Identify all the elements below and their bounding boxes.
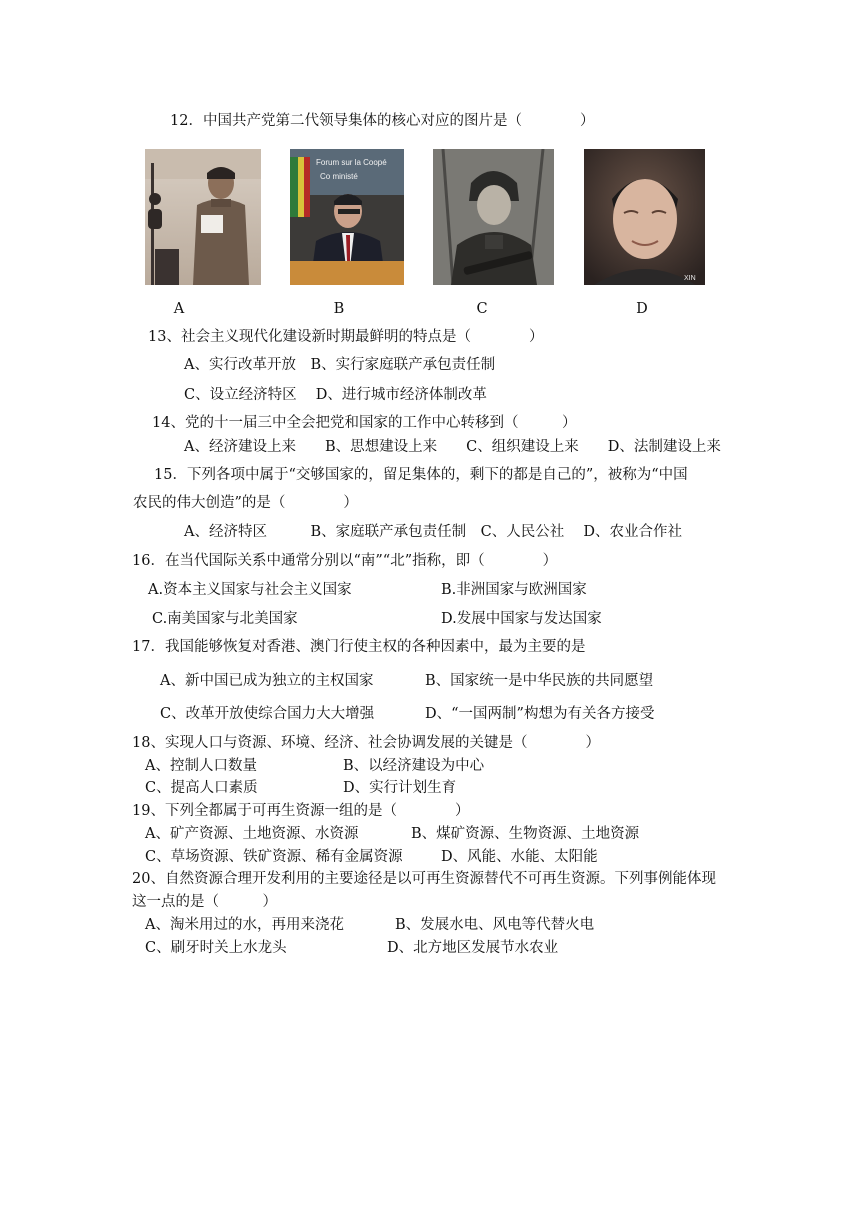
q14-stem: 14、党的十一届三中全会把党和国家的工作中心转移到（ ） [152, 415, 577, 431]
q15-stem-line1: 15．下列各项中属于“交够国家的，留足集体的，剩下的都是自己的”，被称为“中国 [154, 467, 688, 483]
q14-options: A、经济建设上来 B、思想建设上来 C、组织建设上来 D、法制建设上来 [184, 439, 721, 455]
q18-option-a: A、控制人口数量 [145, 758, 257, 774]
q19-option-d: D、风能、水能、太阳能 [441, 849, 598, 865]
q17-option-b: B、国家统一是中华民族的共同愿望 [425, 673, 654, 689]
q13-options-line2: C、设立经济特区 D、进行城市经济体制改革 [184, 387, 487, 403]
photo-b-image [290, 149, 404, 285]
q20-stem-line2: 这一点的是（ ） [132, 894, 277, 910]
q16-option-c: C.南美国家与北美国家 [152, 611, 298, 627]
q18-option-c: C、提高人口素质 [145, 780, 258, 796]
q20-stem-line1: 20、自然资源合理开发利用的主要途径是以可再生资源替代不可再生资源。下列事例能体现 [132, 871, 716, 887]
q19-option-a: A、矿产资源、土地资源、水资源 [145, 826, 359, 842]
q19-option-b: B、煤矿资源、生物资源、土地资源 [411, 826, 640, 842]
photo-b [290, 149, 404, 285]
q15-stem-line2: 农民的伟大创造”的是（ ） [133, 495, 358, 511]
q17-option-a: A、新中国已成为独立的主权国家 [160, 673, 374, 689]
photo-d [584, 149, 705, 285]
q12-stem: 12．中国共产党第二代领导集体的核心对应的图片是（ ） [170, 113, 595, 129]
q13-options-line1: A、实行改革开放 B、实行家庭联产承包责任制 [184, 357, 496, 373]
photo-b-banner-line2: Co ministé [320, 172, 358, 181]
q16-option-a: A.资本主义国家与社会主义国家 [148, 582, 352, 598]
q16-option-b: B.非洲国家与欧洲国家 [441, 582, 587, 598]
q18-option-d: D、实行计划生育 [343, 780, 457, 796]
q20-option-c: C、刷牙时关上水龙头 [145, 940, 287, 956]
q20-option-a: A、淘米用过的水，再用来浇花 [145, 917, 344, 933]
q17-option-d: D、“一国两制”构想为有关各方接受 [425, 706, 655, 722]
q20-option-b: B、发展水电、风电等代替火电 [395, 917, 595, 933]
q17-option-c: C、改革开放使综合国力大大增强 [160, 706, 375, 722]
photo-a [145, 149, 261, 285]
photo-b-banner-line1: Forum sur la Coopé [316, 158, 387, 167]
caption-c: C [476, 301, 488, 317]
caption-d: D [636, 301, 648, 317]
q18-option-b: B、以经济建设为中心 [343, 758, 485, 774]
q20-option-d: D、北方地区发展节水农业 [387, 940, 559, 956]
q13-stem: 13、社会主义现代化建设新时期最鲜明的特点是（ ） [148, 329, 544, 345]
photo-c-image [433, 149, 554, 285]
caption-b: B [333, 301, 345, 317]
photo-a-image [145, 149, 261, 285]
q17-stem: 17．我国能够恢复对香港、澳门行使主权的各种因素中，最为主要的是 [132, 639, 586, 655]
q15-options: A、经济特区 B、家庭联产承包责任制 C、人民公社 D、农业合作社 [184, 524, 682, 540]
photo-d-watermark: XIN [684, 275, 696, 282]
caption-a: A [173, 301, 185, 317]
q18-stem: 18、实现人口与资源、环境、经济、社会协调发展的关键是（ ） [132, 735, 600, 751]
photo-c [433, 149, 554, 285]
photo-d-image [584, 149, 705, 285]
q19-option-c: C、草场资源、铁矿资源、稀有金属资源 [145, 849, 403, 865]
q16-option-d: D.发展中国家与发达国家 [441, 611, 602, 627]
q19-stem: 19、下列全都属于可再生资源一组的是（ ） [132, 803, 470, 819]
q16-stem: 16．在当代国际关系中通常分别以“南”“北”指称，即（ ） [132, 553, 558, 569]
